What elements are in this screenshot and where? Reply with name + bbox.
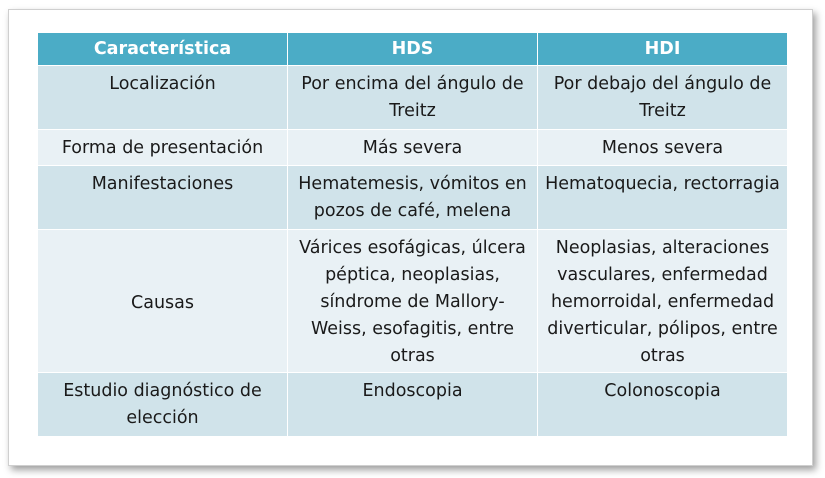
- row-feature: Causas: [38, 230, 288, 373]
- row-hdi: Menos severa: [538, 130, 788, 166]
- row-feature: Estudio diagnóstico de elección: [38, 373, 288, 437]
- header-caracteristica: Característica: [38, 33, 288, 66]
- header-hdi: HDI: [538, 33, 788, 66]
- comparison-table: [37, 32, 788, 437]
- row-hdi: Hematoquecia, rectorragia: [538, 166, 788, 230]
- table-row: [38, 373, 788, 437]
- table-header-row: [38, 33, 788, 66]
- table-row: [38, 66, 788, 130]
- row-hds: Endoscopia: [288, 373, 538, 437]
- table-row: [38, 166, 788, 230]
- header-hds: HDS: [288, 33, 538, 66]
- row-hdi: Por debajo del ángulo de Treitz: [538, 66, 788, 130]
- row-hdi: Neoplasias, alteraciones vasculares, enfermedad hemorroidal, enfermedad diverticular, pólipos, entre otras: [538, 230, 788, 373]
- row-hds: Várices esofágicas, úlcera péptica, neoplasias, síndrome de Mallory-Weiss, esofagitis, entre otras: [288, 230, 538, 373]
- row-hdi: Colonoscopia: [538, 373, 788, 437]
- row-hds: Hematemesis, vómitos en pozos de café, melena: [288, 166, 538, 230]
- table-row: [38, 130, 788, 166]
- table-row: [38, 230, 788, 373]
- row-hds: Por encima del ángulo de Treitz: [288, 66, 538, 130]
- row-hds: Más severa: [288, 130, 538, 166]
- row-feature: Localización: [38, 66, 288, 130]
- row-feature: Manifestaciones: [38, 166, 288, 230]
- row-feature: Forma de presentación: [38, 130, 288, 166]
- slide-frame: [8, 9, 813, 466]
